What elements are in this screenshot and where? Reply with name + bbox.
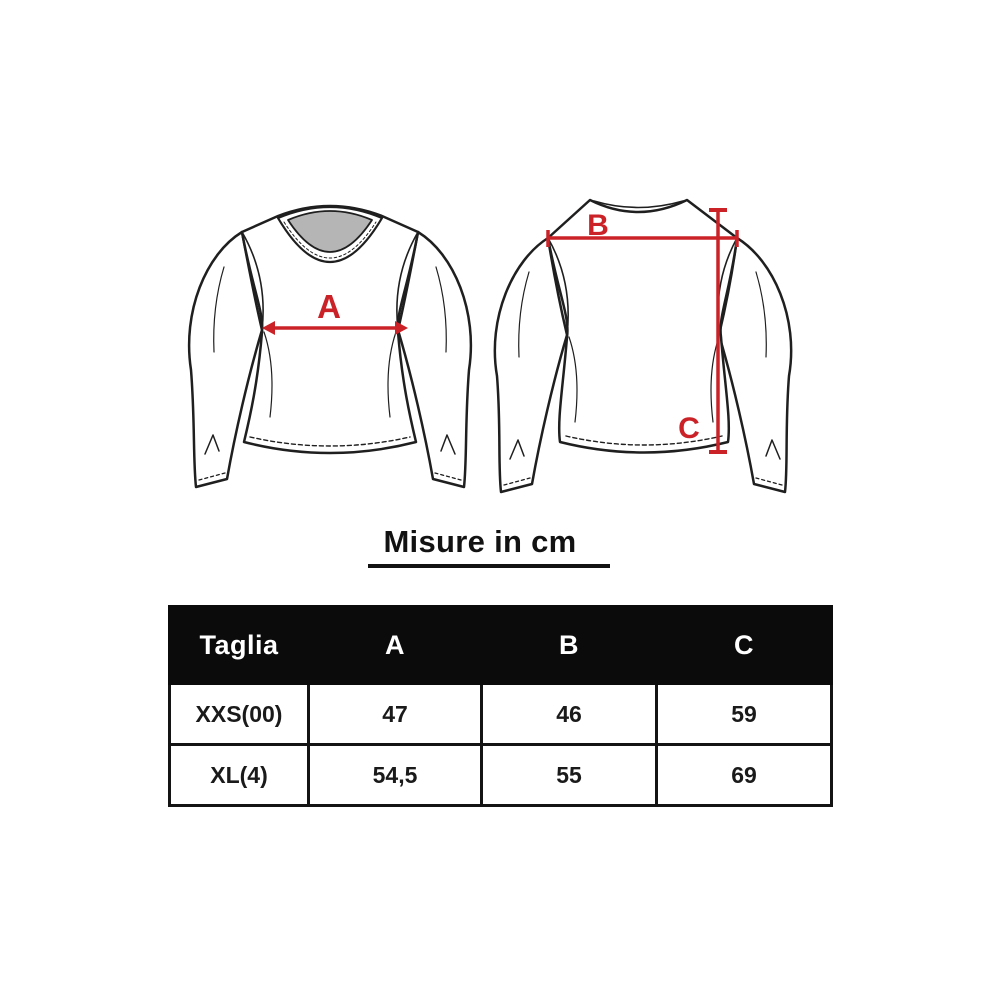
table-row-xl — [170, 745, 832, 806]
title-block — [330, 526, 630, 559]
measure-label-b: B — [587, 209, 609, 242]
table-row-xxs — [170, 684, 832, 745]
page-title: Misure in cm — [383, 524, 577, 559]
measure-label-a: A — [317, 288, 341, 325]
cell-measure-a: 47 — [309, 684, 482, 745]
cell-size-label: XXS(00) — [170, 684, 309, 745]
size-table-header-row — [170, 607, 832, 684]
header-b: B — [482, 607, 657, 684]
back-shirt-drawing — [485, 192, 805, 512]
header-taglia: Taglia — [170, 607, 309, 684]
cell-measure-a: 54,5 — [309, 745, 482, 806]
measure-label-c: C — [678, 412, 700, 445]
cell-measure-c: 59 — [657, 684, 832, 745]
header-c: C — [657, 607, 832, 684]
cell-size-label: XL(4) — [170, 745, 309, 806]
cell-measure-b: 55 — [482, 745, 657, 806]
size-table — [168, 605, 833, 807]
header-a: A — [309, 607, 482, 684]
title-underline — [368, 564, 610, 568]
front-shirt-drawing — [178, 192, 478, 512]
cell-measure-c: 69 — [657, 745, 832, 806]
cell-measure-b: 46 — [482, 684, 657, 745]
